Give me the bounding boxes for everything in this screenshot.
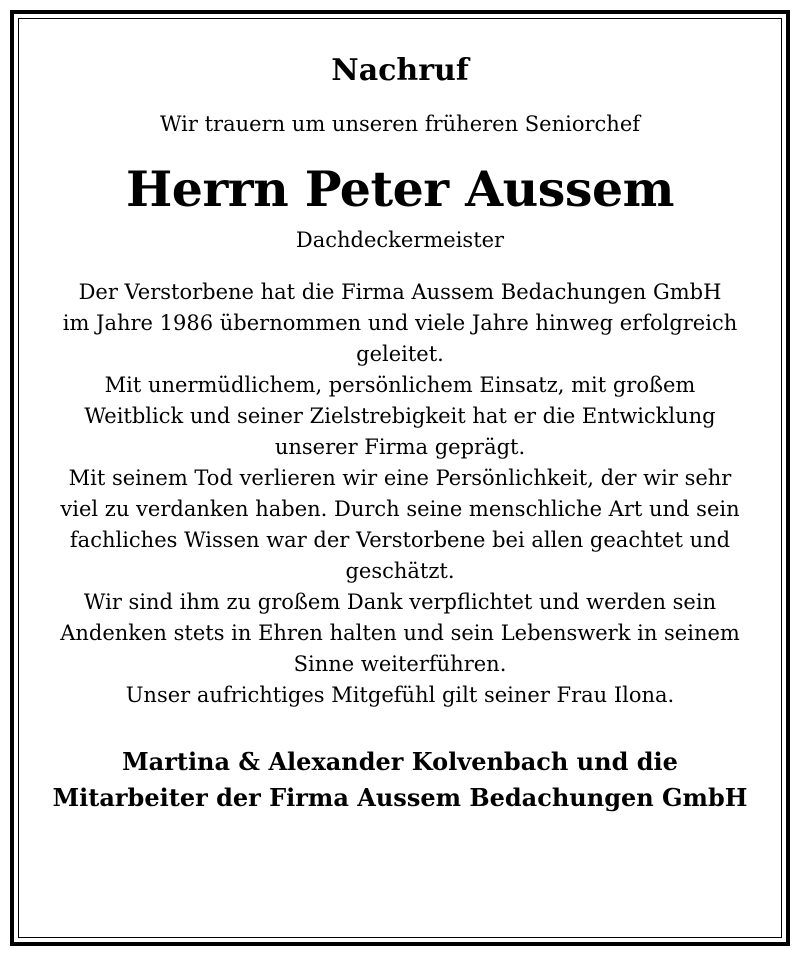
text-line: Weitblick und seiner Zielstrebigkeit hat er die Entwicklung — [84, 404, 716, 428]
text-line: viel zu verdanken haben. Durch seine menschliche Art und sein — [60, 497, 740, 521]
text-line: Mit unermüdlichem, persönlichem Einsatz, mit großem — [104, 373, 696, 397]
obituary-text — [30, 277, 770, 711]
paragraph-gratitude — [30, 587, 770, 680]
paragraph-company-history — [30, 277, 770, 370]
condolence-line: Unser aufrichtiges Mitgefühl gilt seiner Frau Ilona. — [125, 683, 675, 707]
text-line: Andenken stets in Ehren halten und sein Lebenswerk in seinem — [60, 621, 740, 645]
text-line: Sinne weiterführen. — [293, 652, 507, 676]
paragraph-commitment — [30, 370, 770, 463]
text-line: unserer Firma geprägt. — [274, 435, 526, 459]
signature-block — [30, 744, 770, 816]
obituary-notice — [30, 30, 770, 816]
text-line: fachliches Wissen war der Verstorbene bei allen geachtet und — [69, 528, 731, 552]
deceased-profession: Dachdeckermeister — [295, 228, 505, 252]
text-line: im Jahre 1986 übernommen und viele Jahre hinweg erfolgreich — [62, 311, 738, 335]
text-line: Der Verstorbene hat die Firma Aussem Bedachungen GmbH — [78, 280, 722, 304]
signature-line: Martina & Alexander Kolvenbach und die — [122, 747, 678, 776]
notice-title: Nachruf — [331, 53, 469, 88]
text-line: geleitet. — [356, 342, 444, 366]
text-line: Wir sind ihm zu großem Dank verpflichtet und werden sein — [83, 590, 717, 614]
deceased-name: Herrn Peter Aussem — [125, 160, 675, 218]
text-line: Mit seinem Tod verlieren wir eine Persönlichkeit, der wir sehr — [68, 466, 732, 490]
text-line: geschätzt. — [345, 559, 455, 583]
intro-line: Wir trauern um unseren früheren Seniorchef — [159, 112, 641, 136]
signature-line: Mitarbeiter der Firma Aussem Bedachungen GmbH — [52, 783, 748, 812]
paragraph-personality — [30, 463, 770, 587]
